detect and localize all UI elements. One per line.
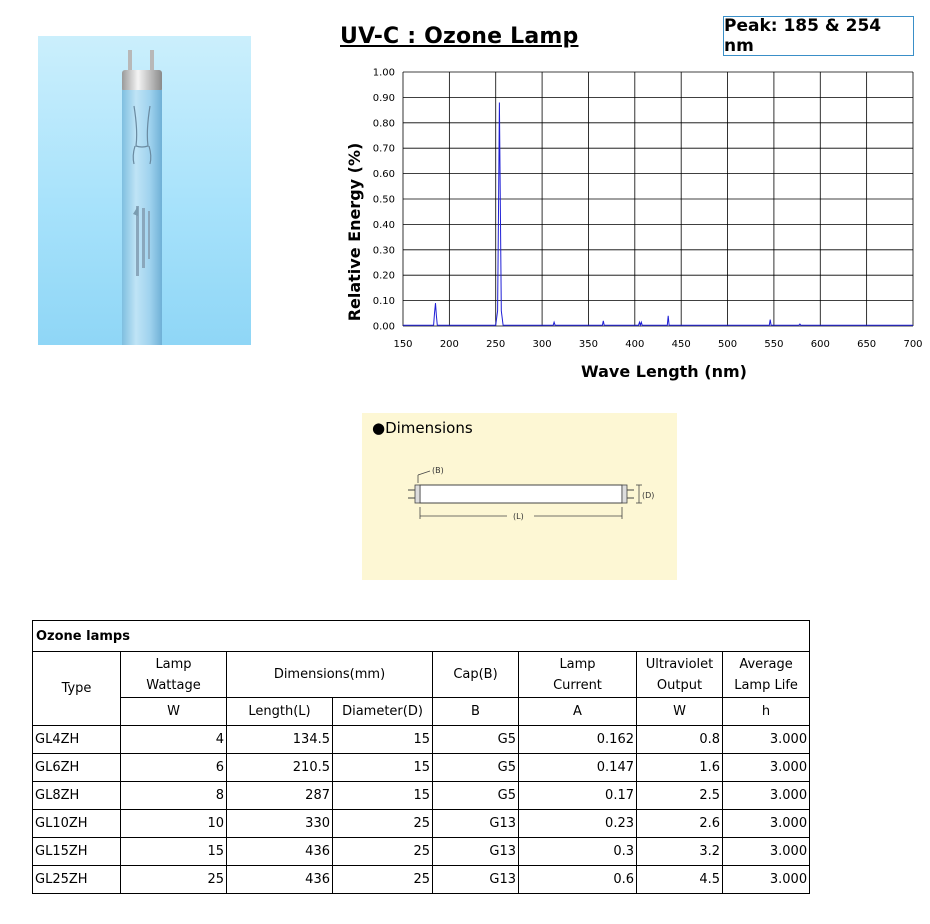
x-tick-label: 150 — [393, 339, 413, 350]
cell-wattage: 25 — [121, 866, 227, 894]
cell-type: GL10ZH — [33, 810, 121, 838]
header-dimensions: Dimensions(mm) — [227, 652, 433, 698]
lamp-dimension-diagram — [362, 413, 677, 580]
table-body — [33, 726, 810, 894]
cell-type: GL15ZH — [33, 838, 121, 866]
x-tick-label: 600 — [810, 339, 830, 350]
cell-uv: 2.5 — [637, 782, 723, 810]
dim-label-b: (B) — [432, 466, 444, 475]
cell-current: 0.162 — [519, 726, 637, 754]
x-tick-label: 200 — [439, 339, 459, 350]
cell-life: 3.000 — [723, 810, 810, 838]
cell-cap: G5 — [433, 726, 519, 754]
peak-annotation-box: Peak: 185 & 254 nm — [723, 16, 914, 56]
dim-label-d: (D) — [642, 491, 655, 500]
cell-uv: 1.6 — [637, 754, 723, 782]
dim-label-l: (L) — [513, 512, 524, 521]
cell-type: GL8ZH — [33, 782, 121, 810]
x-axis-label: Wave Length (nm) — [581, 362, 747, 381]
y-tick-label: 0.10 — [372, 296, 395, 308]
table-row — [33, 782, 810, 810]
header-life-line2: Lamp Life — [734, 677, 798, 693]
cell-type: GL6ZH — [33, 754, 121, 782]
table-row — [33, 754, 810, 782]
header-life-line1: Average — [739, 656, 793, 672]
x-tick-label: 250 — [486, 339, 506, 350]
cell-diameter: 25 — [333, 810, 433, 838]
cell-life: 3.000 — [723, 838, 810, 866]
y-tick-label: 0.20 — [372, 270, 395, 282]
lamp-tube-illustration — [38, 36, 251, 345]
y-tick-label: 0.40 — [372, 219, 395, 231]
table-row — [33, 866, 810, 894]
cell-life: 3.000 — [723, 726, 810, 754]
y-tick-label: 0.80 — [372, 118, 395, 130]
cell-life: 3.000 — [723, 782, 810, 810]
cell-life: 3.000 — [723, 866, 810, 894]
dimensions-panel — [362, 413, 677, 580]
x-tick-label: 550 — [764, 339, 784, 350]
cell-cap: G13 — [433, 866, 519, 894]
cell-current: 0.147 — [519, 754, 637, 782]
cell-diameter: 15 — [333, 754, 433, 782]
ozone-lamp-photo — [38, 36, 251, 345]
header-wattage-line2: Wattage — [146, 677, 201, 693]
cell-current: 0.3 — [519, 838, 637, 866]
cell-diameter: 15 — [333, 782, 433, 810]
cell-uv: 0.8 — [637, 726, 723, 754]
dimensions-title: ●Dimensions — [372, 419, 473, 437]
header-type: Type — [33, 652, 121, 726]
cell-diameter: 25 — [333, 838, 433, 866]
cell-life: 3.000 — [723, 754, 810, 782]
header-wattage — [121, 652, 227, 698]
header-uv-line2: Output — [656, 677, 703, 693]
cell-cap: G13 — [433, 810, 519, 838]
cell-uv: 4.5 — [637, 866, 723, 894]
cell-uv: 2.6 — [637, 810, 723, 838]
cell-wattage: 6 — [121, 754, 227, 782]
cell-length: 134.5 — [227, 726, 333, 754]
y-tick-label: 0.00 — [372, 321, 395, 333]
cell-cap: G5 — [433, 754, 519, 782]
cell-cap: G13 — [433, 838, 519, 866]
cell-diameter: 15 — [333, 726, 433, 754]
cell-current: 0.6 — [519, 866, 637, 894]
table-row — [33, 810, 810, 838]
y-axis-ticks — [373, 68, 395, 333]
y-axis-label: Relative Energy (%) — [345, 142, 364, 322]
cell-length: 436 — [227, 838, 333, 866]
header-current-line1: Lamp — [559, 656, 596, 672]
y-tick-label: 0.50 — [372, 194, 395, 206]
cell-wattage: 4 — [121, 726, 227, 754]
cell-type: GL25ZH — [33, 866, 121, 894]
x-tick-label: 300 — [532, 339, 552, 350]
x-axis-ticks — [393, 339, 922, 350]
cell-wattage: 10 — [121, 810, 227, 838]
header-uv-line1: Ultraviolet — [645, 656, 714, 672]
unit-cap: B — [433, 698, 519, 726]
ozone-lamp-spec-table — [32, 620, 810, 894]
cell-length: 330 — [227, 810, 333, 838]
cell-type: GL4ZH — [33, 726, 121, 754]
unit-uv: W — [637, 698, 723, 726]
cell-wattage: 8 — [121, 782, 227, 810]
header-cap: Cap(B) — [433, 652, 519, 698]
y-tick-label: 1.00 — [372, 67, 395, 79]
x-tick-label: 450 — [671, 339, 691, 350]
table-row — [33, 838, 810, 866]
spectrum-chart — [330, 60, 930, 390]
cell-uv: 3.2 — [637, 838, 723, 866]
unit-life: h — [723, 698, 810, 726]
x-tick-label: 500 — [717, 339, 738, 350]
header-wattage-line1: Lamp — [155, 656, 192, 672]
cell-diameter: 25 — [333, 866, 433, 894]
spectrum-series-line — [403, 103, 913, 326]
cell-current: 0.17 — [519, 782, 637, 810]
header-uv-output — [637, 652, 723, 698]
cell-length: 287 — [227, 782, 333, 810]
x-tick-label: 350 — [578, 339, 599, 350]
chart-grid — [403, 72, 913, 326]
y-tick-label: 0.90 — [372, 92, 395, 104]
unit-current: A — [519, 698, 637, 726]
x-tick-label: 650 — [857, 339, 877, 350]
x-tick-label: 400 — [625, 339, 645, 350]
header-current — [519, 652, 637, 698]
cell-length: 210.5 — [227, 754, 333, 782]
cell-length: 436 — [227, 866, 333, 894]
y-tick-label: 0.30 — [372, 245, 395, 257]
x-tick-label: 700 — [903, 339, 923, 350]
table-row — [33, 726, 810, 754]
unit-length: Length(L) — [227, 698, 333, 726]
header-lamp-life — [723, 652, 810, 698]
header-current-line2: Current — [553, 677, 602, 693]
table-caption: Ozone lamps — [33, 621, 810, 652]
y-tick-label: 0.60 — [372, 169, 395, 181]
cell-cap: G5 — [433, 782, 519, 810]
cell-wattage: 15 — [121, 838, 227, 866]
cell-current: 0.23 — [519, 810, 637, 838]
y-tick-label: 0.70 — [372, 143, 395, 155]
unit-diameter: Diameter(D) — [333, 698, 433, 726]
chart-title: UV-C : Ozone Lamp — [340, 24, 579, 49]
unit-wattage: W — [121, 698, 227, 726]
